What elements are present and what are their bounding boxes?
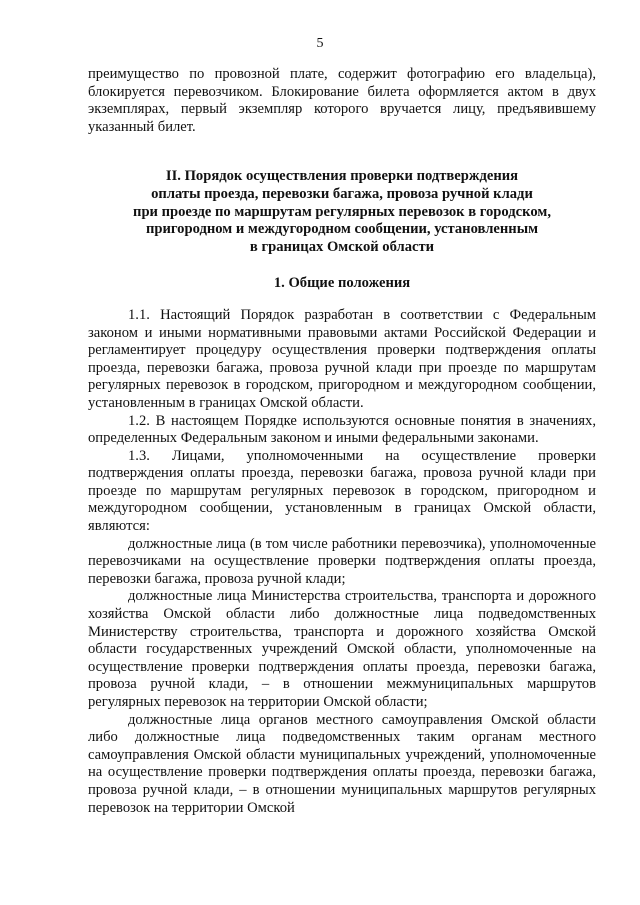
page-number: 5 bbox=[316, 36, 324, 51]
subsection-title: 1. Общие положения bbox=[273, 275, 411, 292]
paragraph-1-1: 1.1. Настоящий Порядок разработан в соответствии с Федеральным законом и иными нормативными правовыми актами Российской Федерации и регламентирует процедуру осуществления проверки подтверждения оплаты проезда, перевозки багажа, провоза ручной клади при проезде по маршрутам регулярных перевозок в городском, пригородном и междугородном сообщении, установленным в границах Омской области. bbox=[88, 306, 596, 411]
spacer bbox=[88, 136, 596, 168]
section-title-line: оплаты проезда, перевозки багажа, провоза ручной клади bbox=[151, 185, 533, 202]
spacer bbox=[88, 293, 596, 307]
page-body bbox=[88, 66, 596, 817]
section-title-line: в границах Омской области bbox=[249, 238, 435, 255]
intro-paragraph: преимущество по провозной плате, содержит фотографию его владельца), блокируется перевозчиком. Блокирование билета оформляется актом в двух экземплярах, первый экземпляр которого вручается лицу, предъявившему указанный билет. bbox=[88, 66, 596, 135]
paragraph-1-2: 1.2. В настоящем Порядке используются основные понятия в значениях, определенных Федеральным законом и иными федеральными законами. bbox=[88, 412, 596, 447]
section-title-line: пригородном и междугородном сообщении, установленным bbox=[145, 221, 539, 238]
paragraph-1-3: 1.3. Лицами, уполномоченными на осуществление проверки подтверждения оплаты проезда, перевозки багажа, провоза ручной клади при проезде по маршрутам регулярных перевозок в городском, пригородном и междугородном сообщении, установленным в границах Омской области, являются: bbox=[88, 447, 596, 535]
section-title bbox=[88, 168, 596, 256]
section-title-line: II. Порядок осуществления проверки подтверждения bbox=[165, 168, 519, 185]
list-item-carrier-officials: должностные лица (в том числе работники перевозчика), уполномоченные перевозчиками на осуществление проверки подтверждения оплаты проезда, перевозки багажа, провоза ручной клади; bbox=[88, 535, 596, 587]
list-item-ministry-officials: должностные лица Министерства строительства, транспорта и дорожного хозяйства Омской области либо должностные лица подведомственных Министерству строительства, транспорта и дорожного хозяйства Омской области государственных учреждений Омской области, уполномоченные на осуществление проверки подтверждения оплаты проезда, перевозки багажа, провоза ручной клади, – в отношении межмуниципальных маршрутов регулярных перевозок на территории Омской области; bbox=[88, 588, 596, 710]
spacer bbox=[88, 256, 596, 275]
section-title-line: при проезде по маршрутам регулярных перевозок в городском, bbox=[133, 203, 551, 220]
list-item-local-officials: должностные лица органов местного самоуправления Омской области либо должностные лица подведомственных таким органам местного самоуправления Омской области муниципальных учреждений, уполномоченные на осуществление проверки подтверждения оплаты проезда, перевозки багажа, провоза ручной клади, – в отношении муниципальных маршрутов регулярных перевозок на территории Омской bbox=[88, 711, 596, 816]
